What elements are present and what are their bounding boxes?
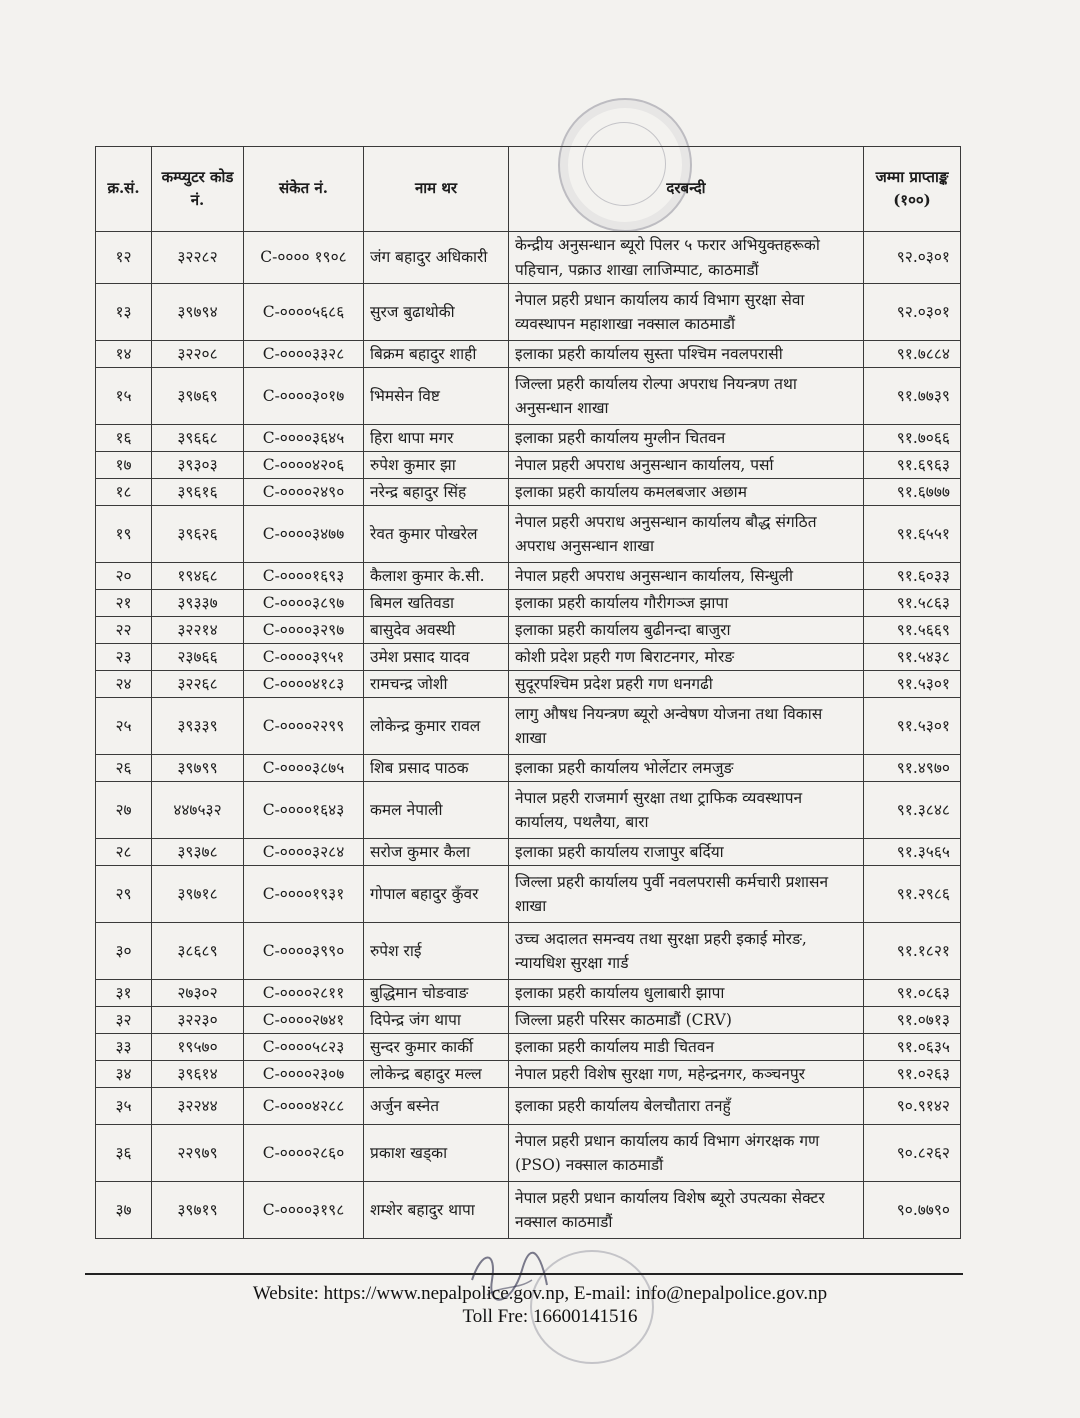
- cell-name: बिमल खतिवडा: [364, 590, 509, 617]
- cell-symbol-no: C-००००५६८६: [244, 284, 364, 341]
- cell-symbol-no: C-००००३८७५: [244, 755, 364, 782]
- cell-sn: २८: [96, 839, 152, 866]
- table-row: [96, 1088, 961, 1125]
- footer-divider: [85, 1273, 963, 1275]
- cell-name: बुद्धिमान चोङवाङ: [364, 980, 509, 1007]
- cell-symbol-no: C-००००३८९७: [244, 590, 364, 617]
- cell-total-marks: ९१.२९८६: [864, 866, 961, 923]
- cell-total-marks: ९१.०८६३: [864, 980, 961, 1007]
- cell-posting: नेपाल प्रहरी अपराध अनुसन्धान कार्यालय, सिन्धुली: [509, 563, 864, 590]
- cell-total-marks: ९१.५३०१: [864, 671, 961, 698]
- cell-posting: नेपाल प्रहरी प्रधान कार्यालय कार्य विभाग अंगरक्षक गण (PSO) नक्साल काठमाडौं: [509, 1125, 864, 1182]
- cell-sn: ३५: [96, 1088, 152, 1125]
- cell-computer-code: ३९७६९: [152, 368, 244, 425]
- cell-sn: २०: [96, 563, 152, 590]
- footer-contact: Website: https://www.nepalpolice.gov.np, E-mail: info@nepalpolice.gov.np: [252, 1283, 828, 1304]
- cell-name: प्रकाश खड्का: [364, 1125, 509, 1182]
- header-symbol-no: संकेत नं.: [244, 147, 364, 232]
- cell-sn: २३: [96, 644, 152, 671]
- cell-total-marks: ९१.०७१३: [864, 1007, 961, 1034]
- cell-name: अर्जुन बस्नेत: [364, 1088, 509, 1125]
- cell-computer-code: २७३०२: [152, 980, 244, 1007]
- cell-symbol-no: C-००००३६४५: [244, 425, 364, 452]
- cell-computer-code: २३७६६: [152, 644, 244, 671]
- cell-symbol-no: C-००००१६९३: [244, 563, 364, 590]
- cell-name: लोकेन्द्र बहादुर मल्ल: [364, 1061, 509, 1088]
- cell-name: सुन्दर कुमार कार्की: [364, 1034, 509, 1061]
- cell-posting: जिल्ला प्रहरी कार्यालय रोल्पा अपराध नियन्त्रण तथा अनुसन्धान शाखा: [509, 368, 864, 425]
- cell-name: सुरज बुढाथोकी: [364, 284, 509, 341]
- cell-symbol-no: C-०००० १९०८: [244, 232, 364, 284]
- cell-symbol-no: C-००००३२९७: [244, 617, 364, 644]
- table-row: [96, 341, 961, 368]
- table-row: [96, 698, 961, 755]
- cell-sn: २१: [96, 590, 152, 617]
- cell-computer-code: ३९३७८: [152, 839, 244, 866]
- cell-posting: नेपाल प्रहरी राजमार्ग सुरक्षा तथा ट्राफिक व्यवस्थापन कार्यालय, पथलैया, बारा: [509, 782, 864, 839]
- cell-name: रुपेश कुमार झा: [364, 452, 509, 479]
- cell-name: दिपेन्द्र जंग थापा: [364, 1007, 509, 1034]
- cell-symbol-no: C-००००२२९९: [244, 698, 364, 755]
- cell-computer-code: ३२२४४: [152, 1088, 244, 1125]
- cell-name: हिरा थापा मगर: [364, 425, 509, 452]
- table-row: [96, 425, 961, 452]
- cell-sn: ३३: [96, 1034, 152, 1061]
- table-row: [96, 782, 961, 839]
- cell-total-marks: ९०.८२६२: [864, 1125, 961, 1182]
- table-row: [96, 232, 961, 284]
- cell-name: कमल नेपाली: [364, 782, 509, 839]
- results-table: [95, 146, 961, 1239]
- cell-symbol-no: C-००००२८११: [244, 980, 364, 1007]
- cell-computer-code: ३८६८९: [152, 923, 244, 980]
- table-row: [96, 671, 961, 698]
- cell-computer-code: ३९६६८: [152, 425, 244, 452]
- cell-name: लोकेन्द्र कुमार रावल: [364, 698, 509, 755]
- cell-computer-code: १९५७०: [152, 1034, 244, 1061]
- cell-symbol-no: C-००००२४९०: [244, 479, 364, 506]
- cell-sn: २४: [96, 671, 152, 698]
- table-row: [96, 563, 961, 590]
- cell-posting: केन्द्रीय अनुसन्धान ब्यूरो पिलर ५ फरार अभियुक्तहरूको पहिचान, पक्राउ शाखा लाजिम्पाट, काठमाडौं: [509, 232, 864, 284]
- header-name: नाम थर: [364, 147, 509, 232]
- cell-total-marks: ९१.६७७७: [864, 479, 961, 506]
- cell-sn: २६: [96, 755, 152, 782]
- cell-posting: नेपाल प्रहरी अपराध अनुसन्धान कार्यालय, पर्सा: [509, 452, 864, 479]
- cell-total-marks: ९१.५६६९: [864, 617, 961, 644]
- cell-posting: जिल्ला प्रहरी परिसर काठमाडौं (CRV): [509, 1007, 864, 1034]
- cell-computer-code: ३९७१८: [152, 866, 244, 923]
- cell-sn: ३६: [96, 1125, 152, 1182]
- cell-name: रुपेश राई: [364, 923, 509, 980]
- table-row: [96, 755, 961, 782]
- cell-computer-code: ३९६२६: [152, 506, 244, 563]
- cell-computer-code: ३२२३०: [152, 1007, 244, 1034]
- cell-posting: इलाका प्रहरी कार्यालय माडी चितवन: [509, 1034, 864, 1061]
- cell-posting: इलाका प्रहरी कार्यालय सुस्ता पश्चिम नवलपरासी: [509, 341, 864, 368]
- cell-sn: १६: [96, 425, 152, 452]
- cell-sn: २५: [96, 698, 152, 755]
- cell-total-marks: ९१.०६३५: [864, 1034, 961, 1061]
- header-computer-code: कम्प्युटर कोड नं.: [152, 147, 244, 232]
- cell-total-marks: ९१.७७३९: [864, 368, 961, 425]
- cell-name: रेवत कुमार पोखरेल: [364, 506, 509, 563]
- cell-total-marks: ९१.३८४८: [864, 782, 961, 839]
- table-header-row: [96, 147, 961, 232]
- cell-total-marks: ९१.०२६३: [864, 1061, 961, 1088]
- cell-posting: जिल्ला प्रहरी कार्यालय पुर्वी नवलपरासी कर्मचारी प्रशासन शाखा: [509, 866, 864, 923]
- cell-computer-code: ३९६१६: [152, 479, 244, 506]
- cell-total-marks: ९१.५३०१: [864, 698, 961, 755]
- cell-posting: नेपाल प्रहरी विशेष सुरक्षा गण, महेन्द्रनगर, कञ्चनपुर: [509, 1061, 864, 1088]
- table-row: [96, 1007, 961, 1034]
- table-row: [96, 617, 961, 644]
- cell-computer-code: ३९६१४: [152, 1061, 244, 1088]
- cell-total-marks: ९१.६५५१: [864, 506, 961, 563]
- cell-total-marks: ९१.७०६६: [864, 425, 961, 452]
- table-row: [96, 644, 961, 671]
- cell-name: बासुदेव अवस्थी: [364, 617, 509, 644]
- cell-computer-code: १९४६८: [152, 563, 244, 590]
- cell-symbol-no: C-००००१९३१: [244, 866, 364, 923]
- cell-symbol-no: C-००००२७४१: [244, 1007, 364, 1034]
- header-posting: दरबन्दी: [509, 147, 864, 232]
- cell-name: उमेश प्रसाद यादव: [364, 644, 509, 671]
- cell-symbol-no: C-००००१६४३: [244, 782, 364, 839]
- cell-total-marks: ९०.९१४२: [864, 1088, 961, 1125]
- cell-sn: ३४: [96, 1061, 152, 1088]
- cell-computer-code: ३२२८२: [152, 232, 244, 284]
- cell-total-marks: ९१.५८६३: [864, 590, 961, 617]
- cell-computer-code: ४४७५३२: [152, 782, 244, 839]
- table-row: [96, 923, 961, 980]
- cell-symbol-no: C-००००४२८८: [244, 1088, 364, 1125]
- table-row: [96, 479, 961, 506]
- cell-posting: इलाका प्रहरी कार्यालय राजापुर बर्दिया: [509, 839, 864, 866]
- cell-posting: लागु औषध नियन्त्रण ब्यूरो अन्वेषण योजना तथा विकास शाखा: [509, 698, 864, 755]
- cell-total-marks: ९१.४९७०: [864, 755, 961, 782]
- cell-sn: २९: [96, 866, 152, 923]
- cell-posting: नेपाल प्रहरी प्रधान कार्यालय कार्य विभाग सुरक्षा सेवा व्यवस्थापन महाशाखा नक्साल काठमाडौं: [509, 284, 864, 341]
- cell-symbol-no: C-००००२८६०: [244, 1125, 364, 1182]
- cell-sn: १२: [96, 232, 152, 284]
- cell-sn: ३२: [96, 1007, 152, 1034]
- cell-posting: इलाका प्रहरी कार्यालय भोर्लेटार लमजुङ: [509, 755, 864, 782]
- cell-symbol-no: C-००००४२०६: [244, 452, 364, 479]
- table-row: [96, 1034, 961, 1061]
- cell-total-marks: ९१.१८२१: [864, 923, 961, 980]
- cell-symbol-no: C-००००२३०७: [244, 1061, 364, 1088]
- cell-name: कैलाश कुमार के.सी.: [364, 563, 509, 590]
- table-row: [96, 452, 961, 479]
- cell-computer-code: ३९७९४: [152, 284, 244, 341]
- cell-symbol-no: C-००००३३२८: [244, 341, 364, 368]
- cell-sn: २२: [96, 617, 152, 644]
- cell-name: शम्शेर बहादुर थापा: [364, 1182, 509, 1239]
- cell-sn: ३०: [96, 923, 152, 980]
- cell-posting: इलाका प्रहरी कार्यालय गौरीगञ्ज झापा: [509, 590, 864, 617]
- cell-computer-code: ३२२१४: [152, 617, 244, 644]
- cell-computer-code: ३९३०३: [152, 452, 244, 479]
- cell-computer-code: ३९७९९: [152, 755, 244, 782]
- cell-total-marks: ९१.५४३८: [864, 644, 961, 671]
- cell-symbol-no: C-००००३०१७: [244, 368, 364, 425]
- cell-name: गोपाल बहादुर कुँवर: [364, 866, 509, 923]
- table-row: [96, 368, 961, 425]
- cell-posting: उच्च अदालत समन्वय तथा सुरक्षा प्रहरी इकाई मोरङ, न्यायधिश सुरक्षा गार्ड: [509, 923, 864, 980]
- cell-sn: १४: [96, 341, 152, 368]
- cell-total-marks: ९१.६९६३: [864, 452, 961, 479]
- cell-posting: इलाका प्रहरी कार्यालय कमलबजार अछाम: [509, 479, 864, 506]
- cell-sn: १५: [96, 368, 152, 425]
- header-total-marks: जम्मा प्राप्ताङ्क (१००): [864, 147, 961, 232]
- cell-posting: इलाका प्रहरी कार्यालय मुग्लीन चितवन: [509, 425, 864, 452]
- cell-computer-code: ३२२०८: [152, 341, 244, 368]
- cell-posting: इलाका प्रहरी कार्यालय बेलचौतारा तनहुँ: [509, 1088, 864, 1125]
- cell-sn: १९: [96, 506, 152, 563]
- cell-sn: ३१: [96, 980, 152, 1007]
- cell-name: सरोज कुमार कैला: [364, 839, 509, 866]
- cell-symbol-no: C-००००३९९०: [244, 923, 364, 980]
- cell-computer-code: ३९३३९: [152, 698, 244, 755]
- cell-name: बिक्रम बहादुर शाही: [364, 341, 509, 368]
- cell-posting: कोशी प्रदेश प्रहरी गण बिराटनगर, मोरङ: [509, 644, 864, 671]
- cell-computer-code: ३२२६८: [152, 671, 244, 698]
- cell-posting: नेपाल प्रहरी प्रधान कार्यालय विशेष ब्यूरो उपत्यका सेक्टर नक्साल काठमाडौं: [509, 1182, 864, 1239]
- cell-posting: इलाका प्रहरी कार्यालय बुढीनन्दा बाजुरा: [509, 617, 864, 644]
- header-sn: क्र.सं.: [96, 147, 152, 232]
- cell-symbol-no: C-००००३४७७: [244, 506, 364, 563]
- cell-sn: १७: [96, 452, 152, 479]
- table-row: [96, 1125, 961, 1182]
- cell-name: शिब प्रसाद पाठक: [364, 755, 509, 782]
- cell-posting: इलाका प्रहरी कार्यालय धुलाबारी झापा: [509, 980, 864, 1007]
- cell-symbol-no: C-००००३९५१: [244, 644, 364, 671]
- table-row: [96, 839, 961, 866]
- cell-name: जंग बहादुर अधिकारी: [364, 232, 509, 284]
- cell-total-marks: ९१.७८८४: [864, 341, 961, 368]
- cell-name: भिमसेन विष्ट: [364, 368, 509, 425]
- cell-computer-code: ३९७१९: [152, 1182, 244, 1239]
- cell-total-marks: ९२.०३०१: [864, 232, 961, 284]
- cell-symbol-no: C-००००४१८३: [244, 671, 364, 698]
- table-row: [96, 1182, 961, 1239]
- table-row: [96, 1061, 961, 1088]
- cell-symbol-no: C-००००३२८४: [244, 839, 364, 866]
- table-row: [96, 980, 961, 1007]
- cell-total-marks: ९१.६०३३: [864, 563, 961, 590]
- cell-posting: नेपाल प्रहरी अपराध अनुसन्धान कार्यालय बौद्ध संगठित अपराध अनुसन्धान शाखा: [509, 506, 864, 563]
- table-row: [96, 866, 961, 923]
- footer-tollfree: Toll Fre: 16600141516: [462, 1306, 638, 1327]
- cell-computer-code: २२९७९: [152, 1125, 244, 1182]
- table-row: [96, 506, 961, 563]
- cell-sn: १८: [96, 479, 152, 506]
- table-row: [96, 284, 961, 341]
- table-row: [96, 590, 961, 617]
- cell-total-marks: ९०.७७९०: [864, 1182, 961, 1239]
- cell-computer-code: ३९३३७: [152, 590, 244, 617]
- cell-sn: ३७: [96, 1182, 152, 1239]
- cell-name: नरेन्द्र बहादुर सिंह: [364, 479, 509, 506]
- cell-sn: २७: [96, 782, 152, 839]
- cell-symbol-no: C-००००३१९८: [244, 1182, 364, 1239]
- cell-total-marks: ९२.०३०१: [864, 284, 961, 341]
- cell-symbol-no: C-००००५८२३: [244, 1034, 364, 1061]
- cell-posting: सुदूरपश्चिम प्रदेश प्रहरी गण धनगढी: [509, 671, 864, 698]
- cell-sn: १३: [96, 284, 152, 341]
- cell-total-marks: ९१.३५६५: [864, 839, 961, 866]
- cell-name: रामचन्द्र जोशी: [364, 671, 509, 698]
